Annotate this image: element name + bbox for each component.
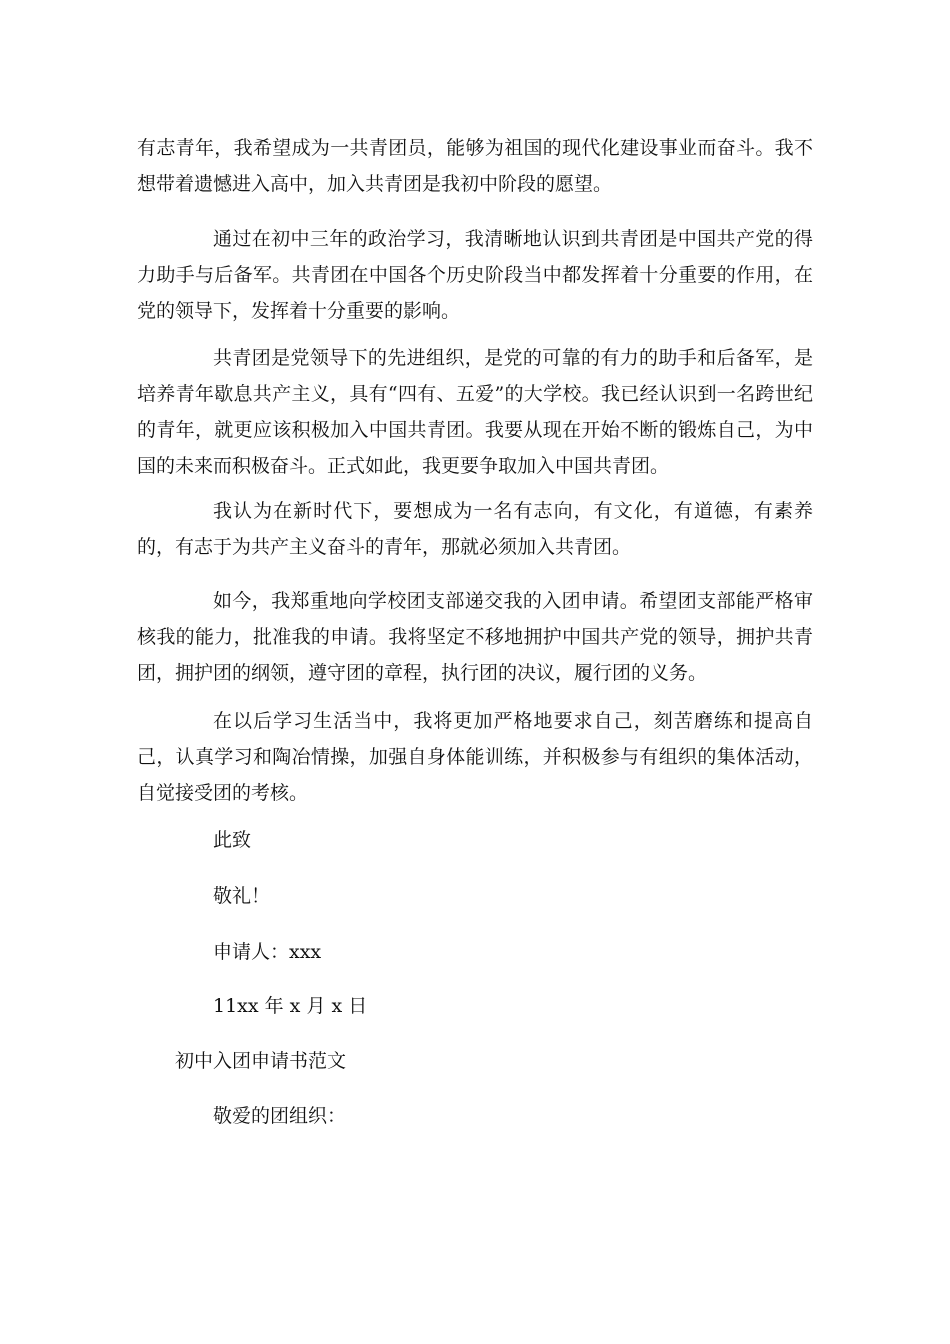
paragraph-3: 共青团是党领导下的先进组织，是党的可靠的有力的助手和后备军，是培养青年歇息共产主义，具有“四有、五爱”的大学校。我已经认识到一名跨世纪的青年，就更应该积极加入中国共青团。我要从现在开始不断的锻炼自己，为中国的未来而积极奋斗。正式如此，我更要争取加入中国共青团。 (137, 347, 813, 477)
date-line: 11xx 年 x 月 x 日 (213, 995, 368, 1017)
paragraph-2: 通过在初中三年的政治学习，我清晰地认识到共青团是中国共产党的得力助手与后备军。共青团在中国各个历史阶段当中都发挥着十分重要的作用，在党的领导下，发挥着十分重要的影响。 (137, 228, 813, 322)
section-title: 初中入团申请书范文 (175, 1050, 347, 1072)
paragraph-4: 我认为在新时代下，要想成为一名有志向，有文化，有道德，有素养的，有志于为共产主义奋斗的青年，那就必须加入共青团。 (137, 500, 813, 558)
paragraph-6: 在以后学习生活当中，我将更加严格地要求自己，刻苦磨练和提高自己，认真学习和陶冶情操，加强自身体能训练，并积极参与有组织的集体活动，自觉接受团的考核。 (137, 710, 813, 804)
salute-line: 敬礼！ (213, 885, 271, 907)
applicant-line: 申请人：xxx (213, 941, 322, 963)
paragraph-1: 有志青年，我希望成为一共青团员，能够为祖国的现代化建设事业而奋斗。我不想带着遗憾进入高中，加入共青团是我初中阶段的愿望。 (137, 137, 813, 195)
closing-line: 此致 (213, 829, 252, 851)
paragraph-5: 如今，我郑重地向学校团支部递交我的入团申请。希望团支部能严格审核我的能力，批准我的申请。我将坚定不移地拥护中国共产党的领导，拥护共青团，拥护团的纲领，遵守团的章程，执行团的决议，履行团的义务。 (137, 590, 813, 684)
greeting-line: 敬爱的团组织： (213, 1105, 347, 1127)
